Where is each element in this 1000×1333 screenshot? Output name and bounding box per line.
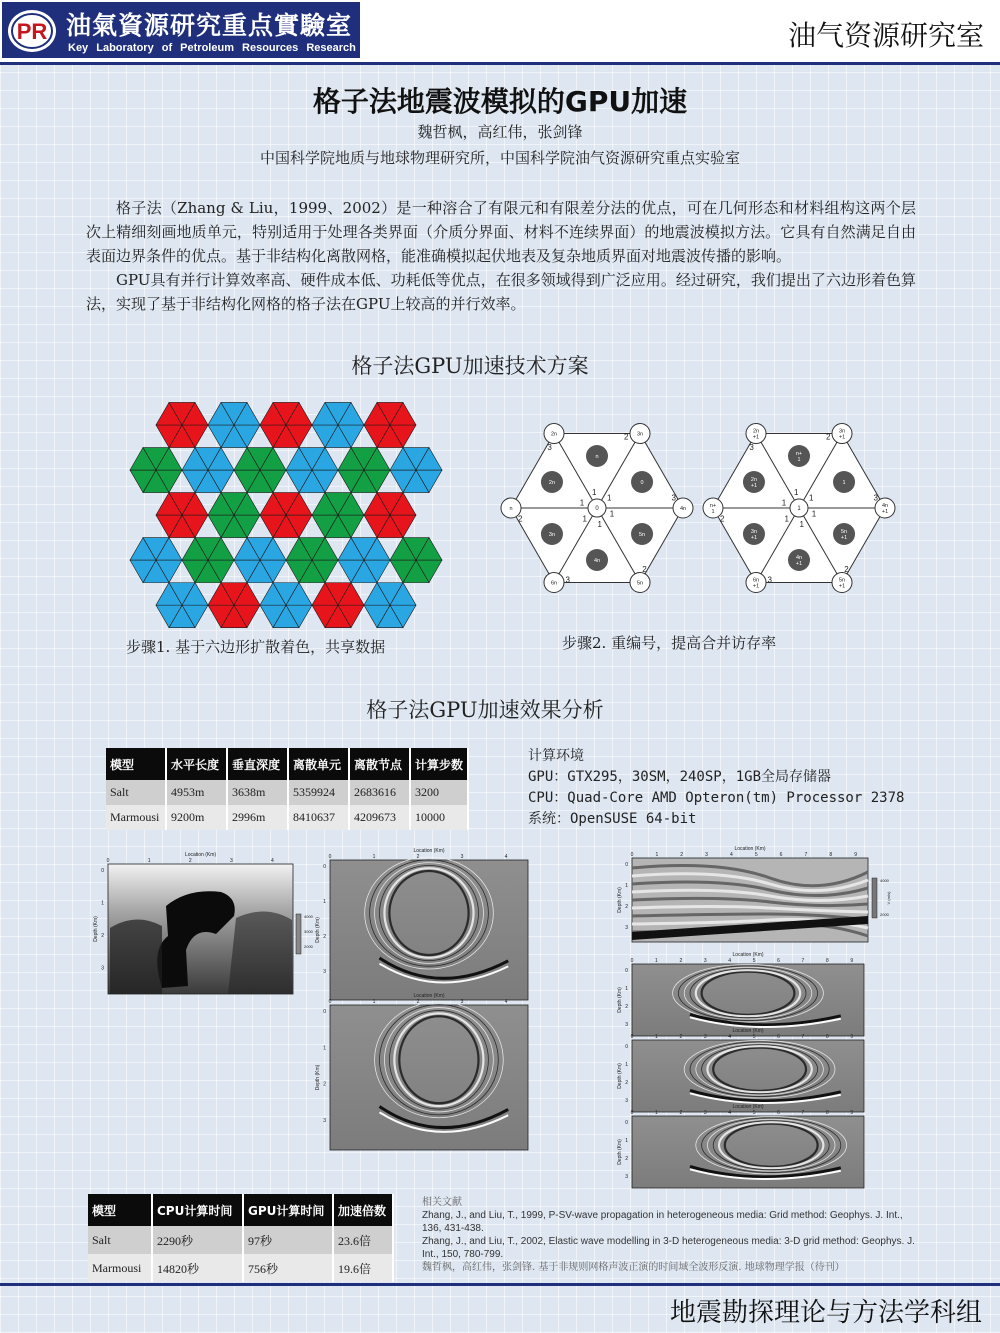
- marmousi-snapshot-1-x-tick: 4: [728, 958, 732, 964]
- marmousi-snapshot-2-y-tick: 3: [625, 1098, 628, 1104]
- right-diagram-local-index: 1: [781, 498, 787, 508]
- marmousi-snapshot-1-x-tick: 5: [752, 958, 756, 964]
- colored-hexagon: [182, 448, 234, 493]
- right-diagram-outer-node-label: +1: [752, 583, 760, 590]
- renumber-diagram-left: [492, 412, 702, 597]
- table-cell: 97秒: [243, 1226, 333, 1254]
- reference-item: Zhang, J., and Liu, T., 2002, Elastic wave modelling in 3-D heterogeneous media: 3-D grid method: Geophys. J. Int., 150, 780-799.: [422, 1236, 915, 1260]
- marmousi-snapshot-2-x-tick: 4: [728, 1034, 732, 1040]
- salt-snapshot-a-y-tick: 2: [323, 934, 326, 940]
- colored-hexagon: [390, 448, 442, 493]
- table-cell: 19.6倍: [333, 1254, 393, 1282]
- salt-model-y-tick: 1: [101, 900, 104, 907]
- salt-colorbar-tick: 2000: [304, 944, 313, 949]
- marmousi-snapshot-2-y-tick: 0: [625, 1044, 628, 1050]
- right-diagram-element-label: n+: [795, 451, 803, 457]
- table-cell: 2683616: [349, 780, 410, 805]
- colored-hexagon: [338, 448, 390, 493]
- salt-snapshot-b-x-tick: 2: [416, 999, 420, 1005]
- table-cell: 23.6倍: [333, 1226, 393, 1254]
- table-row: [88, 1226, 393, 1254]
- left-diagram-local-index: 3: [547, 442, 552, 452]
- table-row: [106, 780, 468, 805]
- right-diagram-element-label: 5n: [840, 529, 848, 535]
- marmousi-snapshot-2-y-tick: 1: [625, 1062, 628, 1068]
- left-diagram-local-index: 2: [624, 432, 629, 442]
- salt-snapshot-b-x-axis-label: Location (Km): [413, 993, 445, 999]
- salt-wavefield-snapshots-figure: [316, 850, 531, 1155]
- colored-hexagon: [208, 583, 260, 628]
- right-diagram-local-index: 3: [749, 442, 754, 452]
- table-cell: Marmousi: [88, 1254, 152, 1282]
- colored-hexagon: [156, 402, 208, 447]
- right-diagram-element-label: 1: [842, 480, 846, 486]
- salt-snapshot-b-x-tick: 1: [372, 999, 376, 1005]
- marmousi-snapshot-3-y-axis-label: Depth (Km): [617, 1139, 623, 1165]
- marmousi-model-x-axis-label: Location (Km): [734, 846, 766, 852]
- colored-hexagon: [390, 538, 442, 583]
- model-table: [106, 748, 469, 830]
- table-cell: 5359924: [288, 780, 349, 805]
- env-cpu: CPU：Quad-Core AMD Opteron(tm) Processor 2378: [528, 790, 905, 806]
- right-diagram-local-index: 3: [873, 493, 878, 503]
- salt-snapshot-a-x-tick: 3: [460, 854, 464, 860]
- model-table-header: 垂直深度: [227, 748, 288, 780]
- marmousi-snapshot-3-y-tick: 2: [625, 1156, 628, 1162]
- colored-hexagon: [286, 448, 338, 493]
- right-diagram-local-index: 1: [811, 509, 817, 519]
- marmousi-snapshot-1-x-tick: 1: [655, 958, 658, 964]
- colored-hexagon: [364, 402, 416, 447]
- footer-group-name: 地震勘探理论与方法学科组: [669, 1298, 982, 1328]
- right-diagram-outer-node-label: 6n: [752, 577, 760, 584]
- colored-hexagon: [234, 448, 286, 493]
- left-diagram-local-index: 3: [671, 493, 676, 503]
- marmousi-snapshot-3-y-tick: 0: [625, 1120, 628, 1126]
- salt-colorbar-tick: 3000: [304, 929, 313, 934]
- authors: 魏哲枫，高红伟，张剑锋: [417, 123, 583, 141]
- marmousi-model-y-axis-label: Depth (Km): [617, 887, 623, 913]
- colored-hexagon: [130, 538, 182, 583]
- footer-rule: [0, 1283, 1000, 1286]
- model-table-header: 模型: [106, 748, 166, 780]
- colored-hexagon: [208, 402, 260, 447]
- colored-hexagon: [364, 493, 416, 538]
- header-rule: [0, 62, 1000, 65]
- section-title-analysis: 格子法GPU加速效果分析: [366, 698, 604, 722]
- table-cell: Salt: [106, 780, 166, 805]
- colored-hexagon: [286, 538, 338, 583]
- marmousi-snapshot-3-x-tick: 5: [752, 1110, 756, 1116]
- marmousi-snapshot-3-x-tick: 3: [703, 1110, 707, 1116]
- right-diagram-outer-node-label: +1: [838, 434, 846, 441]
- marmousi-snapshot-3-x-tick: 9: [850, 1110, 854, 1116]
- salt-snapshot-b-y-tick: 0: [323, 1009, 326, 1015]
- salt-model-y-tick: 3: [101, 965, 104, 972]
- marmousi-snapshot-1-x-axis-label: Location (Km): [732, 952, 764, 958]
- right-diagram-outer-node-label: +1: [752, 434, 760, 441]
- marmousi-snapshot-1-x-tick: 3: [703, 958, 707, 964]
- salt-model-x-tick: 3: [229, 858, 233, 864]
- marmousi-snapshot-1-x-tick: 2: [679, 958, 683, 964]
- right-diagram-element-label: +1: [750, 483, 758, 489]
- salt-velocity-model-figure: [93, 852, 313, 999]
- caption-step-2: 步骤2. 重编号，提高合并访存率: [562, 634, 777, 652]
- salt-snapshot-a-panel: [330, 860, 528, 1000]
- marmousi-colorbar-tick: 4000: [880, 878, 889, 883]
- marmousi-model-y-tick: 0: [625, 862, 628, 868]
- marmousi-snapshot-2-x-tick: 9: [850, 1034, 854, 1040]
- right-diagram-local-index: 1: [809, 493, 814, 503]
- marmousi-snapshot-2-x-tick: 1: [655, 1034, 658, 1040]
- right-diagram-element-label: +1: [840, 535, 848, 541]
- salt-snapshot-b-x-tick: 4: [504, 999, 508, 1005]
- salt-snapshot-a-y-tick: 0: [323, 864, 326, 870]
- right-diagram-outer-node-label: 1: [711, 509, 715, 515]
- salt-snapshot-b-y-tick: 3: [323, 1117, 326, 1124]
- table-row: [88, 1254, 393, 1282]
- colored-hexagon: [312, 583, 364, 628]
- speedup-table-header: GPU计算时间: [243, 1194, 333, 1226]
- compute-environment: [528, 746, 904, 830]
- logo-chinese-name: 油氣資源研究重点實驗室: [66, 11, 353, 40]
- marmousi-model-x-tick: 7: [804, 852, 808, 858]
- left-diagram-outer-node-label: 2n: [550, 431, 558, 438]
- intro-paragraph-1: 格子法（Zhang & Liu，1999、2002）是一种溶合了有限元和有限差分法的优点，可在几何形态和材料组构这两个层次上精细刻画地质单元，特别适用于处理各类界面（介质分界面、材料不连续界面）的地震波模拟方法。它具有自然满足自由表面边界条件的优点。基于非结构化离散网格，能准确模拟起伏地表及复杂地质界面对地震波传播的影响。: [86, 199, 916, 265]
- left-diagram-element-label: 5n: [638, 532, 646, 538]
- model-table-header: 计算步数: [410, 748, 468, 780]
- right-diagram-element-label: 1: [797, 457, 801, 463]
- salt-snapshot-b-panel: [330, 1005, 528, 1150]
- env-heading: 计算环境: [528, 748, 584, 764]
- salt-snapshot-b-y-tick: 1: [323, 1045, 326, 1052]
- salt-snapshot-a-x-tick: 4: [504, 854, 508, 860]
- marmousi-snapshot-2-x-tick: 6: [777, 1034, 780, 1040]
- marmousi-snapshot-2-x-tick: 8: [825, 1034, 829, 1040]
- table-cell: 8410637: [288, 805, 349, 830]
- right-diagram-local-index: 1: [784, 514, 789, 524]
- speedup-table-header: 模型: [88, 1194, 152, 1226]
- marmousi-model-x-tick: 8: [829, 852, 833, 858]
- left-diagram-local-index: 1: [582, 514, 587, 524]
- marmousi-snapshot-1-x-tick: 6: [777, 958, 780, 964]
- colored-hexagon: [208, 493, 260, 538]
- marmousi-snapshot-3-x-tick: 6: [777, 1110, 780, 1116]
- poster-title: 格子法地震波模拟的GPU加速: [312, 85, 688, 118]
- right-diagram-element-label: 3n: [750, 529, 758, 535]
- colored-hexagon: [156, 493, 208, 538]
- left-diagram-local-index: 2: [642, 565, 647, 575]
- colored-hexagon: [156, 583, 208, 628]
- salt-model-x-tick: 2: [188, 858, 192, 864]
- right-diagram-element-label: +1: [795, 561, 803, 567]
- salt-colorbar-tick: 4000: [304, 914, 313, 919]
- marmousi-snapshot-2-y-tick: 2: [625, 1080, 628, 1086]
- salt-layer: [228, 911, 292, 994]
- intro-paragraph-2: GPU具有并行计算效率高、硬件成本低、功耗低等优点，在很多领域得到广泛应用。经过研究，我们提出了六边形着色算法，实现了基于非结构化网格的格子法在GPU上较高的并行效率。: [86, 271, 916, 313]
- colored-hexagon: [312, 402, 364, 447]
- salt-model-x-tick: 4: [271, 858, 274, 864]
- salt-snapshot-a-x-tick: 1: [372, 854, 376, 860]
- left-diagram-local-index: 1: [609, 509, 615, 519]
- marmousi-snapshot-3-x-tick: 2: [679, 1110, 683, 1116]
- salt-snapshot-b-y-axis-label: Depth (Km): [315, 1064, 321, 1091]
- right-diagram-local-index: 2: [826, 432, 831, 442]
- right-diagram-local-index: 1: [799, 519, 804, 529]
- table-cell: 4953m: [166, 780, 227, 805]
- pr-logo-icon: [6, 8, 58, 54]
- marmousi-snapshot-3-x-tick: 4: [728, 1110, 732, 1116]
- right-diagram-local-index: 2: [844, 565, 849, 575]
- left-diagram-element-label: 4n: [593, 558, 601, 564]
- marmousi-model-x-tick: 6: [779, 852, 783, 858]
- header-lab-name: 油气资源研究室: [787, 19, 984, 52]
- colored-hexagon: [130, 448, 182, 493]
- marmousi-velocity-model-figure: [610, 848, 900, 948]
- colored-hexagon: [260, 583, 312, 628]
- marmousi-snapshot-1-y-axis-label: Depth (Km): [617, 987, 623, 1013]
- right-diagram-outer-node-label: 4n: [881, 503, 889, 509]
- salt-snapshot-b-y-tick: 2: [323, 1081, 326, 1088]
- table-row: [106, 805, 468, 830]
- marmousi-model-y-tick: 2: [625, 904, 628, 910]
- speedup-table: [88, 1194, 394, 1282]
- marmousi-snapshot-1-x-tick: 8: [825, 958, 829, 964]
- left-diagram-local-index: 3: [565, 575, 570, 585]
- left-diagram-element-label: 2n: [548, 480, 556, 486]
- table-cell: 2996m: [227, 805, 288, 830]
- model-table-header: 水平长度: [166, 748, 227, 780]
- marmousi-colorbar: [872, 878, 877, 918]
- right-diagram-local-index: 2: [720, 514, 725, 524]
- right-diagram-local-index: 3: [767, 575, 772, 585]
- right-diagram-element-label: 2n: [750, 477, 758, 483]
- salt-model-y-tick: 2: [101, 933, 104, 939]
- left-diagram-local-index: 1: [597, 519, 602, 529]
- table-cell: 14820秒: [152, 1254, 243, 1282]
- speedup-table-header: CPU计算时间: [152, 1194, 243, 1226]
- header-bar: [0, 0, 1000, 62]
- marmousi-snapshot-3-x-tick: 0: [630, 1110, 634, 1116]
- references-heading: 相关文献: [422, 1197, 462, 1208]
- table-cell: 2290秒: [152, 1226, 243, 1254]
- marmousi-snapshot-2-x-axis-label: Location (Km): [732, 1028, 764, 1034]
- affiliation: 中国科学院地质与地球物理研究所，中国科学院油气资源研究重点实验室: [259, 149, 740, 167]
- colored-hexagon: [260, 493, 312, 538]
- table-cell: 4209673: [349, 805, 410, 830]
- left-diagram-element-label: 0: [640, 480, 644, 486]
- salt-model-y-tick: 0: [101, 868, 104, 874]
- marmousi-model-x-tick: 3: [705, 852, 708, 858]
- marmousi-snapshot-2-x-tick: 0: [630, 1034, 634, 1040]
- marmousi-snapshot-2-y-axis-label: Depth (Km): [617, 1063, 623, 1089]
- right-diagram-element-label: +1: [750, 535, 758, 541]
- marmousi-model-x-tick: 5: [754, 852, 758, 858]
- marmousi-snapshot-1-y-tick: 1: [625, 986, 628, 992]
- right-diagram-outer-node-label: 2n: [752, 428, 760, 435]
- marmousi-snapshot-1-y-tick: 3: [625, 1022, 628, 1028]
- left-diagram-element-label: 3n: [548, 532, 556, 538]
- left-diagram-element-label: n: [595, 454, 599, 460]
- marmousi-snapshot-3-y-tick: 1: [625, 1138, 628, 1144]
- right-diagram-outer-node-label: +1: [881, 509, 889, 515]
- marmousi-colorbar-tick: 2000: [880, 912, 889, 917]
- marmousi-model-x-tick: 2: [680, 852, 684, 858]
- introduction: [86, 196, 916, 316]
- reference-item: 魏哲枫，高红伟，张剑锋. 基于非规则网格声波正演的时间域全波形反演. 地球物理学报（待刊）: [422, 1262, 845, 1273]
- right-diagram-outer-node-label: 3n: [838, 428, 846, 435]
- reference-item: Zhang, J., and Liu, T., 1999, P-SV-wave propagation in heterogeneous media: Grid method: Geophys. J. Int., 136, 431-438.: [422, 1210, 903, 1234]
- salt-colorbar: [296, 914, 301, 954]
- speedup-table-header: 加速倍数: [333, 1194, 393, 1226]
- marmousi-snapshot-1-y-tick: 0: [625, 968, 628, 974]
- salt-model-y-axis-label: Depth (Km): [93, 916, 99, 942]
- marmousi-snapshot-3-x-axis-label: Location (Km): [732, 1104, 764, 1110]
- references: [422, 1196, 922, 1274]
- left-diagram-local-index: 1: [579, 498, 585, 508]
- salt-snapshot-a-y-tick: 3: [323, 969, 326, 975]
- marmousi-snapshot-1-x-tick: 9: [850, 958, 854, 964]
- salt-snapshot-b-x-tick: 0: [328, 999, 332, 1005]
- salt-snapshot-b-x-tick: 3: [460, 999, 464, 1005]
- marmousi-model-y-tick: 1: [625, 883, 628, 889]
- marmousi-model-x-tick: 1: [655, 852, 659, 858]
- colored-hexagon: [312, 493, 364, 538]
- left-diagram-outer-node-label: 4n: [679, 506, 687, 512]
- model-table-header: 离散节点: [349, 748, 410, 780]
- marmousi-snapshot-3-y-tick: 3: [625, 1174, 628, 1180]
- logo-english-name: Key Laboratory of Petroleum Resources Research: [68, 42, 356, 54]
- right-diagram-outer-node-label: +1: [838, 583, 846, 590]
- marmousi-wavefield-snapshots-figure: [610, 954, 872, 1192]
- left-diagram-outer-node-label: 5n: [636, 580, 644, 587]
- table-cell: 756秒: [243, 1254, 333, 1282]
- colored-hexagon: [234, 538, 286, 583]
- table-cell: 3638m: [227, 780, 288, 805]
- hexagon-coloring-figure: [130, 398, 400, 614]
- table-cell: Salt: [88, 1226, 152, 1254]
- marmousi-snapshot-1-x-tick: 7: [801, 958, 805, 964]
- left-diagram-outer-node-label: n: [509, 506, 513, 512]
- salt-model-x-tick: 1: [147, 858, 151, 864]
- marmousi-velocity-label: V (m/s): [886, 891, 891, 905]
- salt-snapshot-a-x-tick: 2: [416, 854, 420, 860]
- right-diagram-local-index: 1: [794, 488, 799, 498]
- left-diagram-local-index: 1: [607, 493, 612, 503]
- table-cell: 3200: [410, 780, 468, 805]
- right-diagram-outer-node-label: 5n: [838, 577, 846, 584]
- salt-layer: [110, 919, 162, 994]
- left-diagram-local-index: 1: [592, 488, 597, 498]
- marmousi-snapshot-1-x-tick: 0: [630, 958, 634, 964]
- colored-hexagon: [338, 538, 390, 583]
- marmousi-snapshot-3-x-tick: 7: [801, 1110, 805, 1116]
- left-diagram-outer-node-label: 6n: [550, 580, 558, 587]
- salt-model-x-axis-label: Location (Km): [184, 852, 217, 858]
- salt-model-x-tick: 0: [106, 858, 110, 864]
- left-diagram-center-node-label: 0: [595, 506, 599, 512]
- table-cell: 9200m: [166, 805, 227, 830]
- left-diagram-local-index: 2: [518, 514, 523, 524]
- colored-hexagon: [182, 538, 234, 583]
- caption-step-1: 步骤1. 基于六边形扩散着色，共享数据: [126, 638, 386, 656]
- renumber-diagram-right: [694, 412, 904, 597]
- svg-text:PR: PR: [16, 19, 48, 44]
- marmousi-model-x-tick: 0: [630, 852, 634, 858]
- salt-snapshot-a-x-axis-label: Location (Km): [413, 848, 445, 854]
- salt-snapshot-a-y-tick: 1: [323, 899, 326, 905]
- marmousi-snapshot-2-x-tick: 2: [679, 1034, 683, 1040]
- marmousi-snapshot-2-x-tick: 3: [703, 1034, 707, 1040]
- env-os: 系统：OpenSUSE 64-bit: [528, 811, 697, 827]
- salt-snapshot-a-x-tick: 0: [328, 854, 332, 860]
- marmousi-model-x-tick: 4: [729, 852, 733, 858]
- marmousi-model-x-tick: 9: [854, 852, 857, 858]
- colored-hexagon: [260, 402, 312, 447]
- table-cell: Marmousi: [106, 805, 166, 830]
- marmousi-snapshot-3-x-tick: 8: [825, 1110, 829, 1116]
- right-diagram-center-node-label: 1: [797, 506, 801, 512]
- right-diagram-outer-node-label: n+: [709, 503, 717, 509]
- marmousi-snapshot-2-x-tick: 7: [801, 1034, 805, 1040]
- salt-snapshot-a-y-axis-label: Depth (Km): [315, 917, 321, 943]
- lab-logo: [2, 2, 360, 58]
- env-gpu: GPU：GTX295，30SM，240SP，1GB全局存储器: [528, 769, 832, 785]
- marmousi-model-y-tick: 3: [625, 925, 628, 931]
- table-cell: 10000: [410, 805, 468, 830]
- right-diagram-element-label: 4n: [795, 555, 803, 561]
- marmousi-snapshot-1-y-tick: 2: [625, 1004, 628, 1010]
- model-table-header: 离散单元: [288, 748, 349, 780]
- section-title-scheme: 格子法GPU加速技术方案: [351, 354, 589, 378]
- marmousi-snapshot-3-x-tick: 1: [655, 1110, 658, 1116]
- colored-hexagon: [364, 583, 416, 628]
- marmousi-snapshot-2-x-tick: 5: [752, 1034, 756, 1040]
- left-diagram-outer-node-label: 3n: [636, 431, 644, 438]
